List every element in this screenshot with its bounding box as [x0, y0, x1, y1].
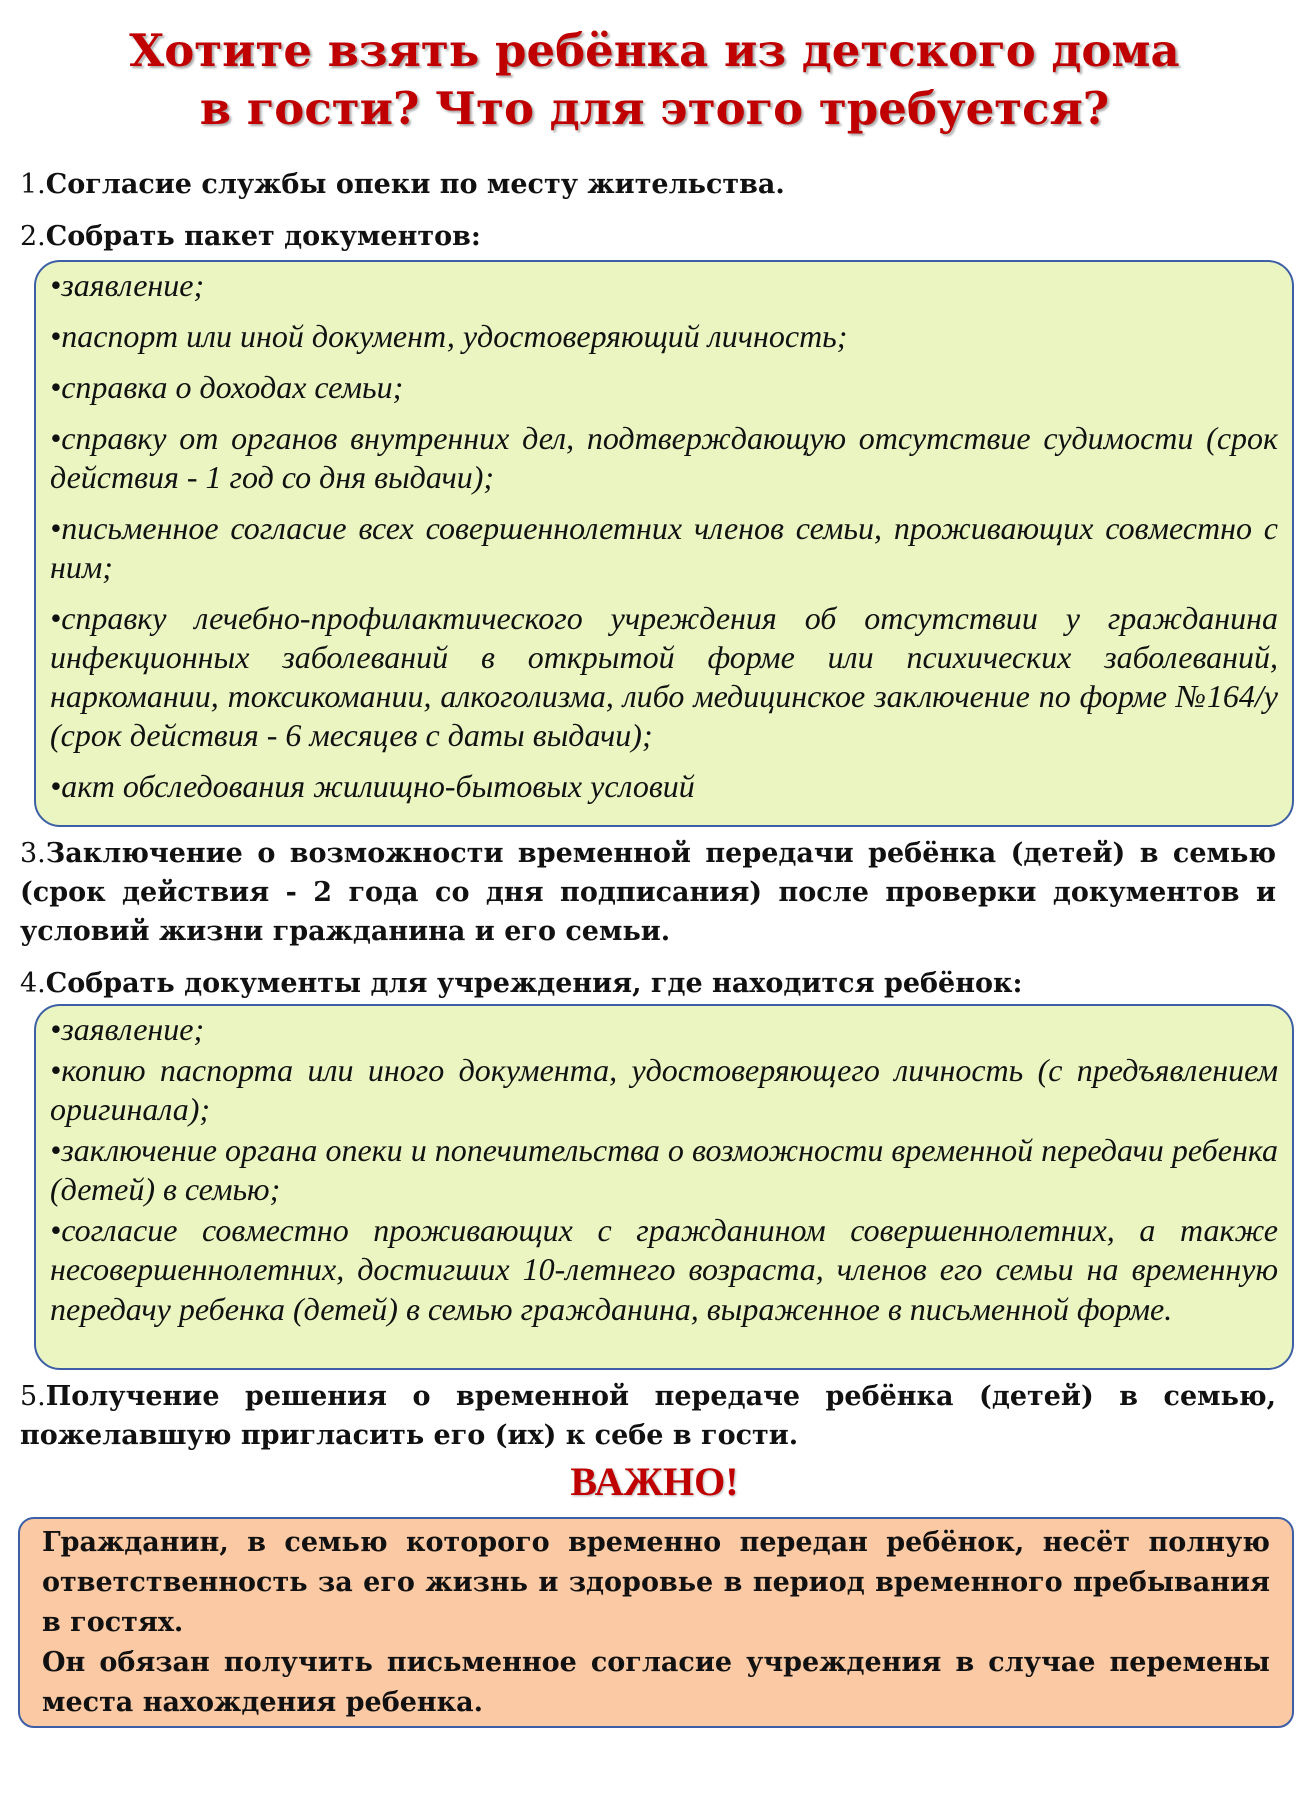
- list-item: •заявление;: [50, 267, 205, 303]
- step-5: [20, 1377, 1276, 1455]
- step-3: [20, 834, 1276, 951]
- important-paragraph-1: Гражданин, в семью которого временно передан ребёнок, несёт полную ответственность за его жизнь и здоровье в период временного пребывания в гостях.: [42, 1527, 1270, 1638]
- step-text: Согласие службы опеки по месту жительства.: [45, 169, 785, 200]
- step-number: 1.: [20, 169, 46, 200]
- important-heading: ВАЖНО!: [570, 1459, 739, 1504]
- step-number: 2.: [20, 221, 46, 252]
- list-item: •заявление;: [50, 1011, 205, 1047]
- step-2: [20, 217, 1276, 256]
- step-text: Собрать пакет документов:: [45, 221, 481, 252]
- list-item: •справка о доходах семьи;: [50, 369, 404, 405]
- step-text: Получение решения о временной передаче ребёнка (детей) в семью, пожелавшую пригласить его (их) к себе в гости.: [20, 1381, 1276, 1451]
- institution-docs-box: [34, 1004, 1294, 1370]
- important-paragraph-2: Он обязан получить письменное согласие учреждения в случае перемены места нахождения ребенка.: [42, 1647, 1270, 1718]
- list-item: •согласие совместно проживающих с гражданином совершеннолетних, а также несовершеннолетних, достигших 10-летнего возраста, членов его семьи на временную передачу ребенка (детей) в семью гражданина, выраженное в письменной форме.: [50, 1211, 1278, 1327]
- list-item: •копию паспорта или иного документа, удостоверяющего личность (с предъявлением оригинала);: [50, 1051, 1278, 1127]
- step-number: 3.: [20, 838, 46, 869]
- list-item: •письменное согласие всех совершеннолетних членов семьи, проживающих совместно с ним;: [50, 510, 1278, 585]
- step-4: [20, 964, 1276, 1003]
- list-item: •заключение органа опеки и попечительства о возможности временной передачи ребенка (детей) в семью;: [50, 1131, 1278, 1207]
- list-item: •акт обследования жилищно-бытовых условий: [50, 768, 695, 804]
- page-title: [0, 22, 1309, 138]
- title-line-2: в гости? Что для этого требуется?: [199, 82, 1110, 135]
- step-text: Собрать документы для учреждения, где находится ребёнок:: [45, 968, 1023, 999]
- documents-list-box: [34, 260, 1294, 827]
- step-1: [20, 165, 1276, 204]
- list-item: •справку от органов внутренних дел, подтверждающую отсутствие судимости (срок действия - 1 год со дня выдачи);: [50, 420, 1278, 495]
- list-item: •справку лечебно-профилактического учреждения об отсутствии у гражданина инфекционных заболеваний в открытой форме или психических заболеваний, наркомании, токсикомании, алкоголизма, либо медицинское заключение по форме №164/у (срок действия - 6 месяцев с даты выдачи);: [50, 600, 1278, 753]
- step-text: Заключение о возможности временной передачи ребёнка (детей) в семью (срок действия - 2 года со дня подписания) после проверки документов и условий жизни гражданина и его семьи.: [20, 838, 1276, 947]
- important-box: [18, 1517, 1294, 1728]
- list-item: •паспорт или иной документ, удостоверяющий личность;: [50, 318, 848, 354]
- step-number: 5.: [20, 1381, 46, 1412]
- step-number: 4.: [20, 968, 46, 999]
- title-line-1: Хотите взять ребёнка из детского дома: [129, 24, 1180, 77]
